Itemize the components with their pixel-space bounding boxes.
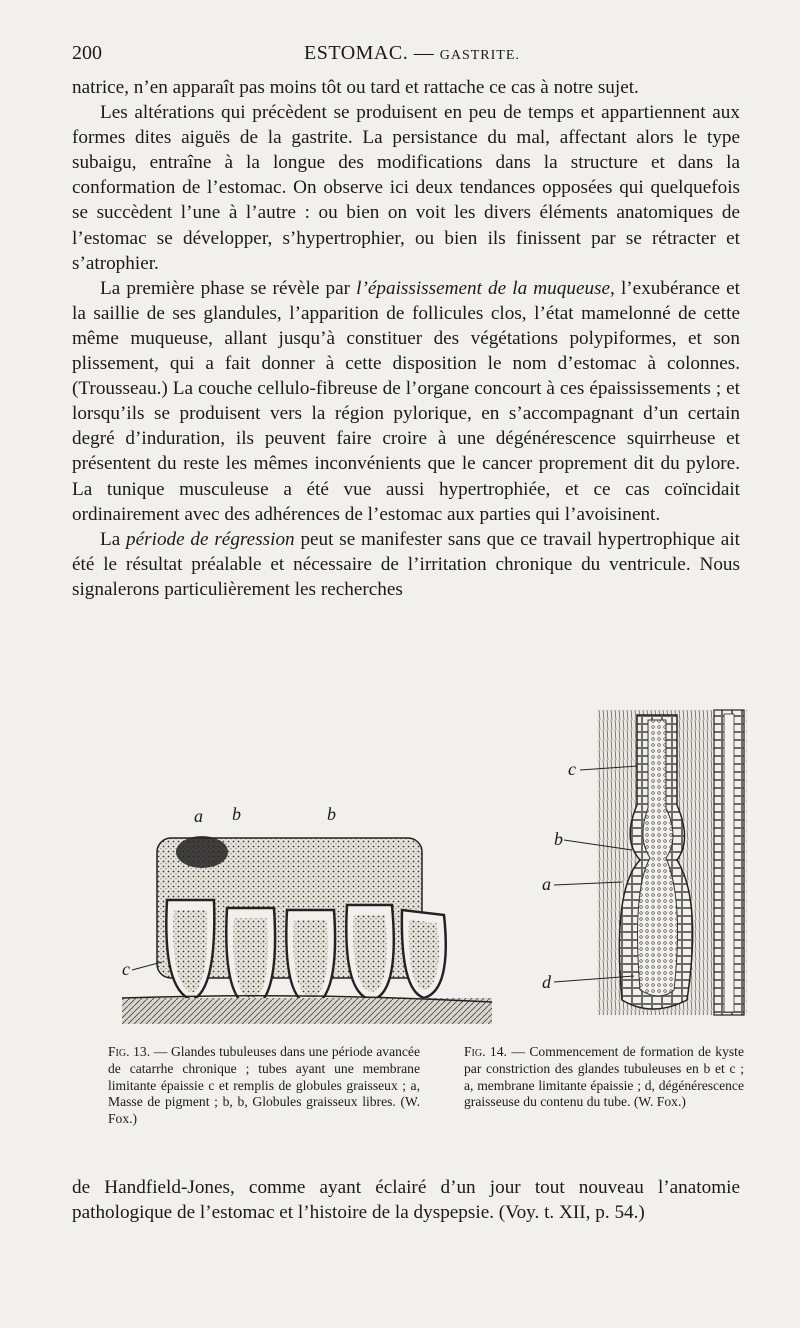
- paragraph-4: [72, 527, 740, 602]
- closing-paragraph: de Handfield-Jones, comme ayant éclairé d’un jour tout nouveau l’anatomie pathologique de l’estomac et l’histoire de la dyspepsie. (Voy. t. XII, p. 54.): [72, 1177, 740, 1224]
- figure-13-caption-text: — Glandes tubuleuses dans une période avancée de catarrhe chronique ; tubes ayant une membrane limitante épaissie c et remplis de globules graisseux ; a, Masse de pigment ; b, b, Globules graisseux libres. (W. Fox.): [108, 1044, 420, 1127]
- figure-14-caption: [464, 1044, 744, 1111]
- figure-13-illustration: [122, 790, 492, 1030]
- figure-13-label-a: a: [194, 806, 203, 826]
- figure-13-label-b2: b: [327, 804, 336, 824]
- figure-13-label-b1: b: [232, 804, 241, 824]
- figure-14-label-a: a: [542, 874, 551, 894]
- paragraph-4-start: La: [100, 528, 127, 550]
- figure-14-label-b: b: [554, 829, 563, 849]
- paragraph-3-start: La première phase se révèle par: [100, 277, 357, 299]
- paragraph-4-rest: peut se manifester sans que ce travail hypertrophique ait été le résultat préalable et nécessaire de l’irritation chronique du ventricule. Nous signalerons particulièrement les recherches: [72, 528, 740, 600]
- figure-14-caption-text: — Commencement de formation de kyste par constriction des glandes tubuleuses en b et c ; a, membrane limitante épaissie ; d, dégénérescence graisseuse du contenu du tube. (W. Fox.): [464, 1044, 744, 1110]
- figures-block: [72, 700, 772, 1160]
- paragraph-3-rest: , l’exubérance et la saillie de ses glandules, l’apparition de follicules clos, l’état mamelonné de cette même muqueuse, allant jusqu’à constituer des végétations polypiformes, et son plissement, qui a fait donner à cette disposition le nom d’estomac à colonnes. (Trousseau.) La couche cellulo-fibreuse de l’organe concourt à ces épaississements ; et lorsqu’ils se produisent vers la région pylorique, en s’accompagnant d’un certain degré d’induration, ils peuvent faire croire à une dégénérescence squirrheuse et présentent du reste les mêmes inconvénients que le cancer proprement dit du pylore. La tunique musculeuse a été vue aussi hypertrophiée, et ce cas coïncidait ordinairement avec des adhérences de l’estomac aux parties qui l’avoisinent.: [72, 277, 740, 525]
- figure-13-caption-lead: Fig. 13.: [108, 1044, 151, 1059]
- running-head: [304, 42, 520, 65]
- paragraph-2: Les altérations qui précèdent se produisent en peu de temps et appartiennent aux formes dites aiguës de la gastrite. La persistance du mal, affectant alors le type subaigu, entraîne à la longue des modifications dans la structure et dans la conformation de l’estomac. On observe ici deux tendances opposées qui quelquefois se succèdent l’une à l’autre : ou bien on voit les divers éléments anatomiques de l’estomac se développer, s’hypertrophier, ou bien ils finissent par se rétracter et s’atrophier.: [72, 102, 740, 274]
- paragraph-3: [72, 276, 740, 527]
- running-head-main: ESTOMAC. —: [304, 42, 435, 64]
- figure-14-caption-lead: Fig. 14.: [464, 1044, 507, 1059]
- figure-13-label-c: c: [122, 959, 130, 979]
- figure-14-illustration: [542, 700, 787, 1035]
- main-text: [72, 75, 740, 602]
- paragraph-4-emphasis: période de régression: [126, 528, 295, 550]
- figure-13-caption: [108, 1044, 420, 1128]
- paragraph-1: natrice, n’en apparaît pas moins tôt ou tard et rattache ce cas à notre sujet.: [72, 77, 639, 98]
- paragraph-3-emphasis: l’épaississement de la muqueuse: [356, 277, 611, 299]
- running-head-sub: GASTRITE.: [439, 48, 520, 63]
- figure-14-label-c: c: [568, 759, 576, 779]
- running-header: [72, 42, 740, 68]
- figure-14-label-d: d: [542, 972, 551, 992]
- page-number: 200: [72, 42, 102, 64]
- closing-text: [72, 1175, 740, 1225]
